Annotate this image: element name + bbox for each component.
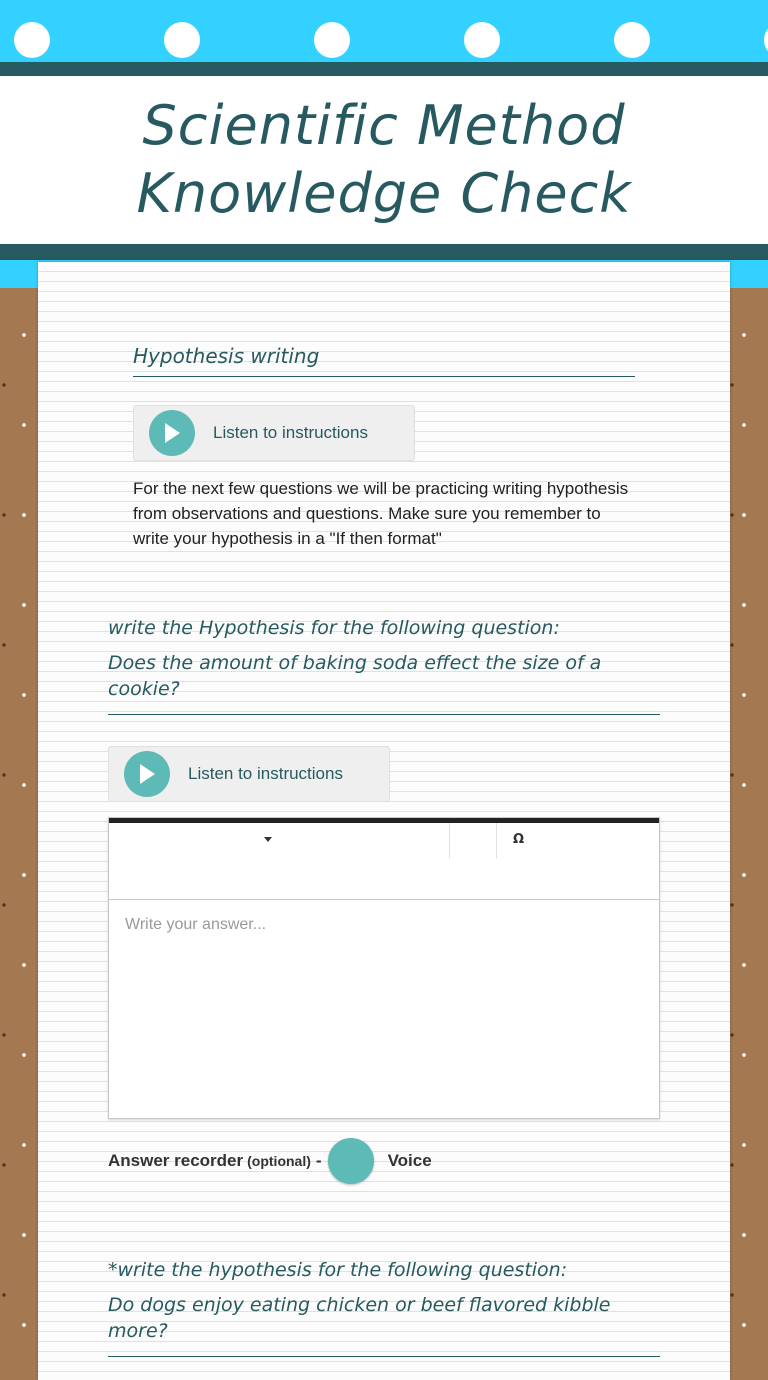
header-stripe bbox=[0, 62, 768, 76]
voice-record-toggle[interactable] bbox=[328, 1138, 374, 1184]
editor-toolbar bbox=[109, 818, 659, 900]
header-stripe bbox=[0, 244, 768, 260]
question-prompt: write the Hypothesis for the following question: bbox=[108, 617, 560, 639]
chevron-down-icon bbox=[264, 837, 272, 842]
answer-input[interactable] bbox=[109, 900, 659, 1118]
question-text: Do dogs enjoy eating chicken or beef flavored kibble more? bbox=[108, 1294, 611, 1342]
section-title-hypothesis-writing: Hypothesis writing bbox=[133, 340, 635, 377]
question-title-dog-kibble bbox=[108, 1257, 660, 1357]
page-title: Scientific Method Knowledge Check bbox=[136, 94, 632, 225]
polka-dot bbox=[464, 22, 500, 58]
polka-dot bbox=[164, 22, 200, 58]
recorder-optional: (optional) bbox=[247, 1153, 311, 1169]
recorder-dash: - bbox=[315, 1151, 322, 1170]
polka-dot bbox=[614, 22, 650, 58]
worksheet-paper bbox=[38, 262, 730, 1380]
listen-instructions-button[interactable] bbox=[133, 405, 415, 461]
listen-instructions-button[interactable] bbox=[108, 746, 390, 802]
omega-icon[interactable]: Ω bbox=[513, 832, 525, 847]
polka-dot bbox=[14, 22, 50, 58]
instructions-text: For the next few questions we will be practicing writing hypothesis from observations and questions. Make sure you remember to write your hypothesis in a "If then format" bbox=[133, 479, 629, 548]
toolbar-divider bbox=[496, 823, 497, 859]
voice-label: Voice bbox=[387, 1151, 432, 1170]
play-icon bbox=[124, 751, 170, 797]
recorder-label: Answer recorder bbox=[108, 1151, 244, 1170]
question-title-baking-soda bbox=[108, 615, 660, 715]
question-prompt: *write the hypothesis for the following question: bbox=[108, 1259, 568, 1281]
question-text: Does the amount of baking soda effect the size of a cookie? bbox=[108, 652, 602, 700]
listen-instructions-label: Listen to instructions bbox=[188, 764, 343, 783]
header-top-band bbox=[0, 0, 768, 62]
listen-instructions-label: Listen to instructions bbox=[213, 423, 368, 442]
answer-recorder bbox=[108, 1138, 432, 1184]
title-box bbox=[0, 76, 768, 244]
format-dropdown[interactable] bbox=[109, 823, 450, 859]
polka-dot bbox=[764, 22, 768, 58]
rich-text-editor bbox=[108, 817, 660, 1119]
play-icon bbox=[149, 410, 195, 456]
polka-dot bbox=[314, 22, 350, 58]
